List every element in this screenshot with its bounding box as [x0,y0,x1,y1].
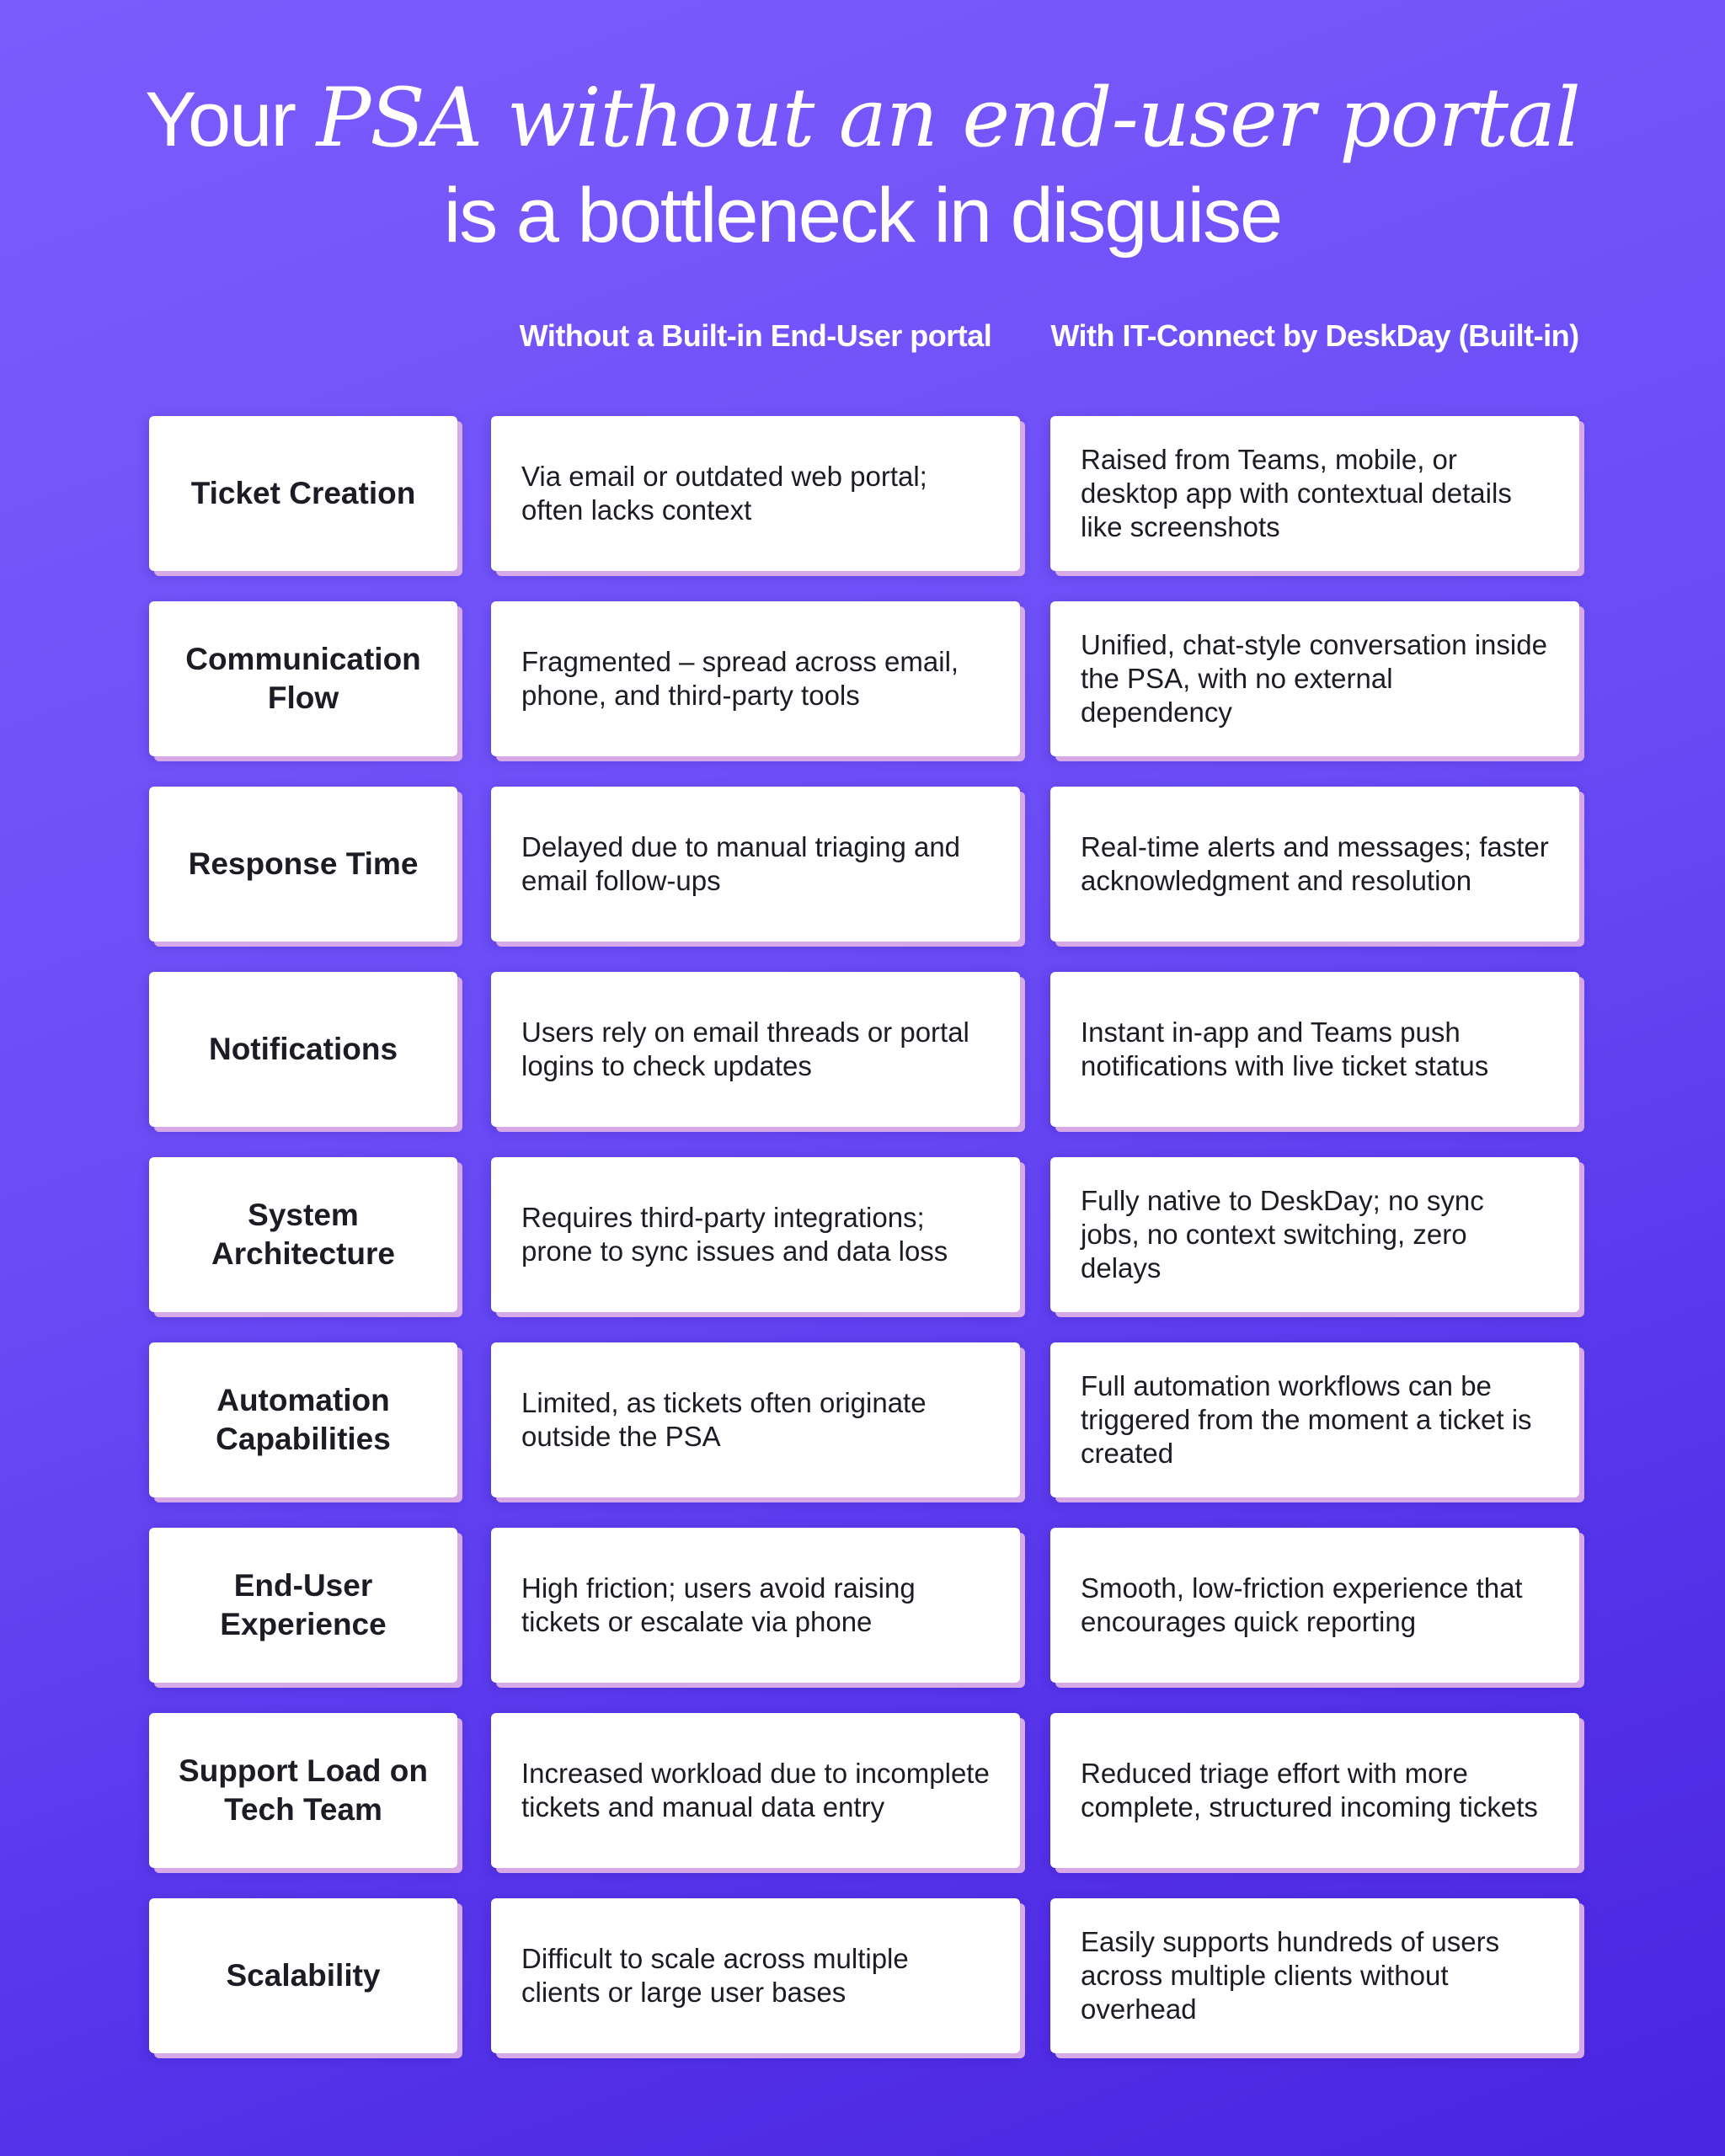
with-portal-cell: Full automation workflows can be triggered from the moment a ticket is created [1050,1342,1579,1497]
without-portal-cell: High friction; users avoid raising tickets or escalate via phone [491,1528,1020,1683]
table-row [149,787,1581,945]
with-portal-cell: Real-time alerts and messages; faster acknowledgment and resolution [1050,787,1579,942]
table-row [149,1157,1581,1315]
table-row [149,601,1581,760]
row-label: Scalability [149,1898,457,2053]
with-portal-cell: Unified, chat-style conversation inside the PSA, with no external dependency [1050,601,1579,756]
column-header-with: With IT-Connect by DeskDay (Built-in) [1050,318,1579,353]
row-label: Response Time [149,787,457,942]
without-portal-cell: Via email or outdated web portal; often lacks context [491,416,1020,571]
table-row [149,1898,1581,2057]
with-portal-cell: Raised from Teams, mobile, or desktop app with contextual details like screenshots [1050,416,1579,571]
row-label: Notifications [149,972,457,1127]
without-portal-cell: Fragmented – spread across email, phone, and third-party tools [491,601,1020,756]
row-label: Ticket Creation [149,416,457,571]
row-label: System Architecture [149,1157,457,1312]
without-portal-cell: Requires third-party integrations; prone to sync issues and data loss [491,1157,1020,1312]
row-label: End-User Experience [149,1528,457,1683]
with-portal-cell: Reduced triage effort with more complete, structured incoming tickets [1050,1713,1579,1868]
with-portal-cell: Fully native to DeskDay; no sync jobs, no context switching, zero delays [1050,1157,1579,1312]
with-portal-cell: Easily supports hundreds of users across multiple clients without overhead [1050,1898,1579,2053]
comparison-table [149,416,1581,2084]
row-label: Communication Flow [149,601,457,756]
with-portal-cell: Smooth, low-friction experience that encourages quick reporting [1050,1528,1579,1683]
without-portal-cell: Difficult to scale across multiple clients or large user bases [491,1898,1020,2053]
headline-prefix: Your [145,77,296,163]
row-label: Automation Capabilities [149,1342,457,1497]
table-row [149,972,1581,1130]
table-row [149,1713,1581,1871]
row-label: Support Load on Tech Team [149,1713,457,1868]
headline-line-1 [0,67,1725,170]
with-portal-cell: Instant in-app and Teams push notifications with live ticket status [1050,972,1579,1127]
headline-italic: PSA without an end-user portal [316,71,1580,165]
headline-line-2: is a bottleneck in disguise [443,173,1282,259]
table-row [149,416,1581,574]
table-row [149,1342,1581,1501]
headline [0,67,1725,264]
table-row [149,1528,1581,1686]
without-portal-cell: Increased workload due to incomplete tickets and manual data entry [491,1713,1020,1868]
without-portal-cell: Limited, as tickets often originate outside the PSA [491,1342,1020,1497]
without-portal-cell: Delayed due to manual triaging and email follow-ups [491,787,1020,942]
without-portal-cell: Users rely on email threads or portal logins to check updates [491,972,1020,1127]
column-header-without: Without a Built-in End-User portal [519,318,992,353]
